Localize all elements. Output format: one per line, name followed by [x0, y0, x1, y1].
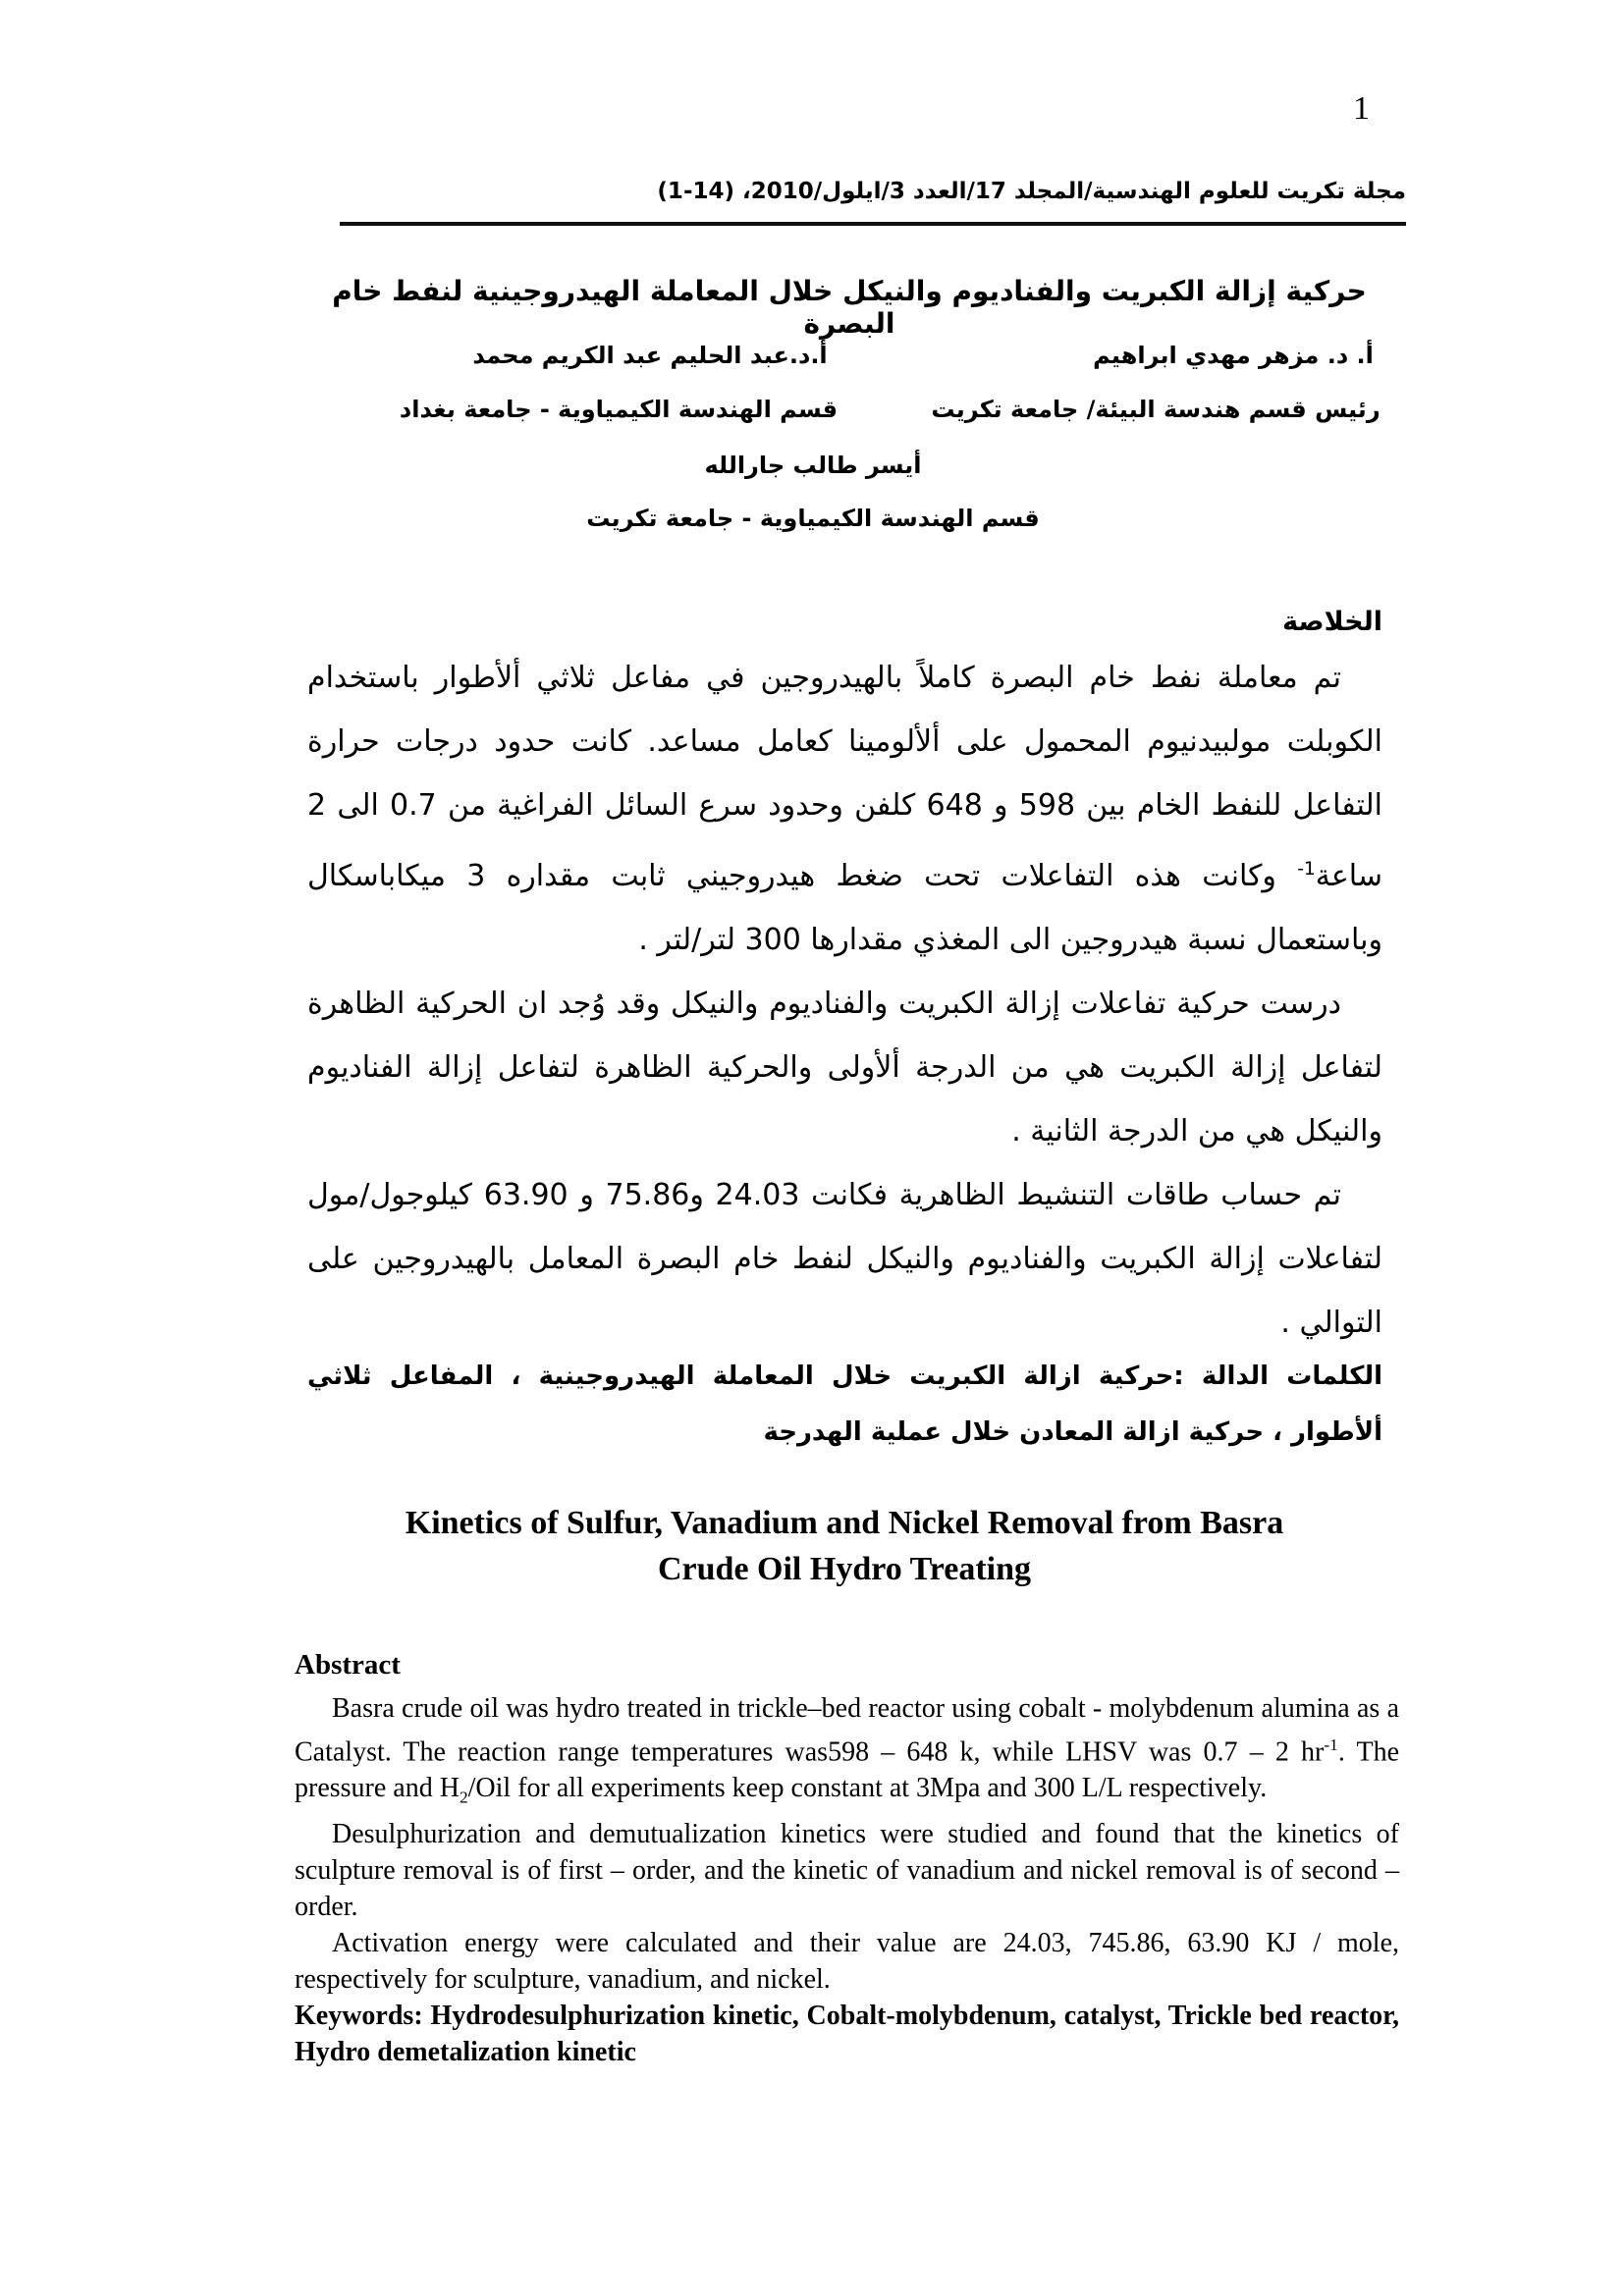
english-paragraph-1-text: Basra crude oil was hydro treated in trickle–bed reactor using cobalt - molybdenum alumina as a Catalyst. The reaction range temperatures was598 – 648 k, while LHSV was 0.7 – 2 hr	[295, 1693, 1399, 1768]
english-superscript-per-hour: -1	[1324, 1735, 1338, 1754]
english-paragraph-1-end: /Oil for all experiments keep constant at 3Mpa and 300 L/L respectively.	[467, 1773, 1268, 1804]
english-paragraph-1	[295, 1690, 1399, 1816]
english-title-line-2: Crude Oil Hydro Treating	[657, 1551, 1031, 1587]
english-abstract-body	[295, 1690, 1399, 2070]
arabic-paragraph-3: تم حساب طاقات التنشيط الظاهرية فكانت 24.03 و75.86 و 63.90 كيلوجول/مول لتفاعلات إزالة الكبريت والفناديوم والنيكل لنفط خام البصرة المعامل بالهيدروجين على التوالي .	[307, 1178, 1382, 1340]
arabic-paragraph-1	[307, 646, 1382, 972]
english-keywords: Keywords: Hydrodesulphurization kinetic, Cobalt-molybdenum, catalyst, Trickle bed reactor, Hydro demetalization kinetic	[295, 2000, 1399, 2067]
english-title-line-1: Kinetics of Sulfur, Vanadium and Nickel Removal from Basra	[405, 1505, 1284, 1541]
header-rule	[340, 222, 1406, 226]
author-name-first: أ. د. مزهر مهدي ابراهيم	[1093, 342, 1374, 369]
arabic-paragraph-1-text: تم معاملة نفط خام البصرة كاملاً بالهيدروجين في مفاعل ثلاثي ألأطوار باستخدام الكوبلت مولبيدنيوم المحمول على ألألومينا كعامل مساعد. كانت حدود درجات حرارة التفاعل للنفط الخام بين 598 و 648 كلفن وحدود سرع السائل الفراغية من 0.7 الى 2 ساعة	[307, 661, 1382, 893]
arabic-abstract-body	[307, 646, 1382, 1355]
arabic-paragraph-1-continued: وكانت هذه التفاعلات تحت ضغط هيدروجيني ثابت مقداره 3 ميكاباسكال وباستعمال نسبة هيدروجين الى المغذي مقدارها 300 لتر/لتر .	[307, 859, 1382, 957]
arabic-abstract-heading: الخلاصة	[1282, 607, 1382, 637]
english-paragraph-1-mid: . The pressure and H	[295, 1736, 1399, 1804]
author-affiliation-third: قسم الهندسة الكيمياوية - جامعة تكريت	[586, 505, 1040, 532]
arabic-superscript-per-hour: -1	[1297, 859, 1316, 880]
english-paper-title	[295, 1500, 1394, 1592]
journal-header-line: مجلة تكريت للعلوم الهندسية/المجلد 17/العدد 3/ايلول/2010، (14-1)	[657, 179, 1406, 204]
arabic-paper-title: حركية إزالة الكبريت والفناديوم والنيكل خلال المعاملة الهيدروجينية لنفط خام البصرة	[332, 275, 1367, 340]
author-affiliation-first: رئيس قسم هندسة البيئة/ جامعة تكريت	[931, 396, 1380, 423]
page-number: 1	[1353, 90, 1370, 127]
english-paragraph-2: Desulphurization and demutualization kinetics were studied and found that the kinetics of sculpture removal is of first – order, and the kinetic of vanadium and nickel removal is of second – order.	[295, 1818, 1399, 1922]
english-paragraph-3: Activation energy were calculated and their value are 24.03, 745.86, 63.90 KJ / mole, respectively for sculpture, vanadium, and nickel.	[295, 1927, 1399, 1995]
english-abstract-heading: Abstract	[295, 1649, 401, 1681]
arabic-keywords: الكلمات الدالة :حركية ازالة الكبريت خلال المعاملة الهيدروجينية ، المفاعل ثلاثي ألأطوار ، حركية ازالة المعادن خلال عملية الهدرجة	[307, 1362, 1382, 1447]
author-name-second: أ.د.عبد الحليم عبد الكريم محمد	[472, 342, 828, 369]
arabic-paragraph-2: درست حركية تفاعلات إزالة الكبريت والفناديوم والنيكل وقد وُجد ان الحركية الظاهرة لتفاعل إزالة الكبريت هي من الدرجة ألأولى والحركية الظاهرة لتفاعل إزالة الفناديوم والنيكل هي من الدرجة الثانية .	[307, 987, 1382, 1148]
author-affiliation-second: قسم الهندسة الكيمياوية - جامعة بغداد	[399, 396, 839, 423]
author-name-third: أيسر طالب جارالله	[704, 452, 922, 479]
english-subscript-h2: 2	[459, 1788, 468, 1807]
